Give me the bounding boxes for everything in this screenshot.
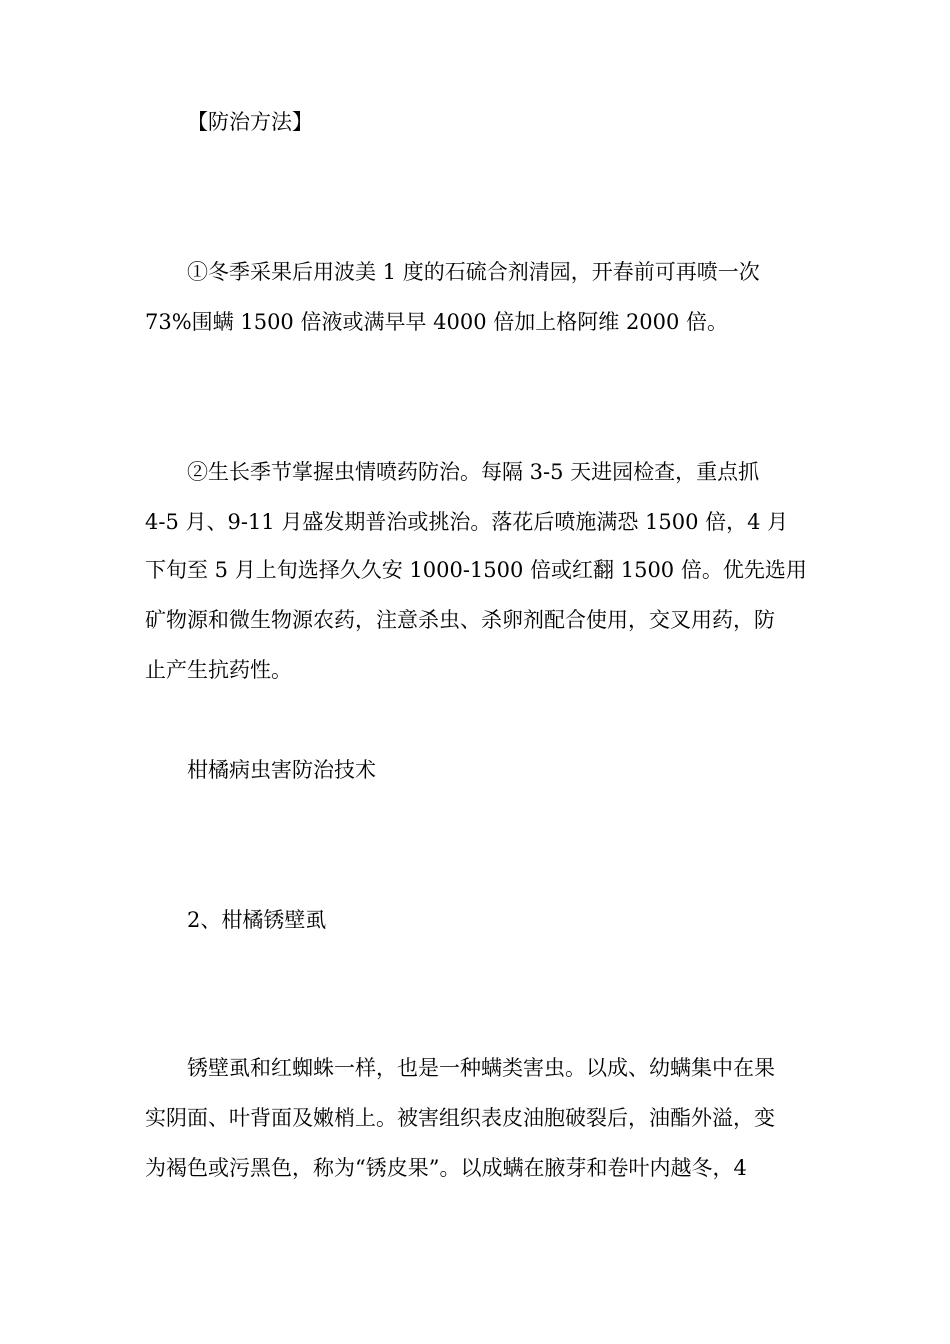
para1-line-1: ①冬季采果后用波美 1 度的石硫合剂清园，开春前可再喷一次 (187, 260, 760, 284)
para3-line-3: 为褐色或污黑色，称为“锈皮果”。以成螨在腋芽和卷叶内越冬，4 (145, 1156, 747, 1180)
para2-line-1: ②生长季节掌握虫情喷药防治。每隔 3-5 天进园检查，重点抓 (187, 460, 760, 484)
para1-line-2: 73%围螨 1500 倍液或满早早 4000 倍加上格阿维 2000 倍。 (145, 310, 729, 334)
para3-line-2: 实阴面、叶背面及嫩梢上。被害组织表皮油胞破裂后，油酯外溢，变 (145, 1106, 775, 1130)
para2-line-4: 矿物源和微生物源农药，注意杀虫、杀卵剂配合使用，交叉用药，防 (145, 608, 775, 632)
para2-line-5: 止产生抗药性。 (145, 658, 292, 682)
heading-method: 【防治方法】 (187, 110, 313, 134)
para2-line-3: 下旬至 5 月上旬选择久久安 1000-1500 倍或红翻 1500 倍。优先选用 (145, 558, 807, 582)
subsection-title: 2、柑橘锈壁虱 (187, 908, 327, 932)
para2-line-2: 4-5 月、9-11 月盛发期普治或挑治。落花后喷施满恐 1500 倍，4 月 (145, 510, 789, 534)
section-title: 柑橘病虫害防治技术 (187, 758, 376, 782)
para3-line-1: 锈壁虱和红蜘蛛一样，也是一种螨类害虫。以成、幼螨集中在果 (187, 1056, 775, 1080)
